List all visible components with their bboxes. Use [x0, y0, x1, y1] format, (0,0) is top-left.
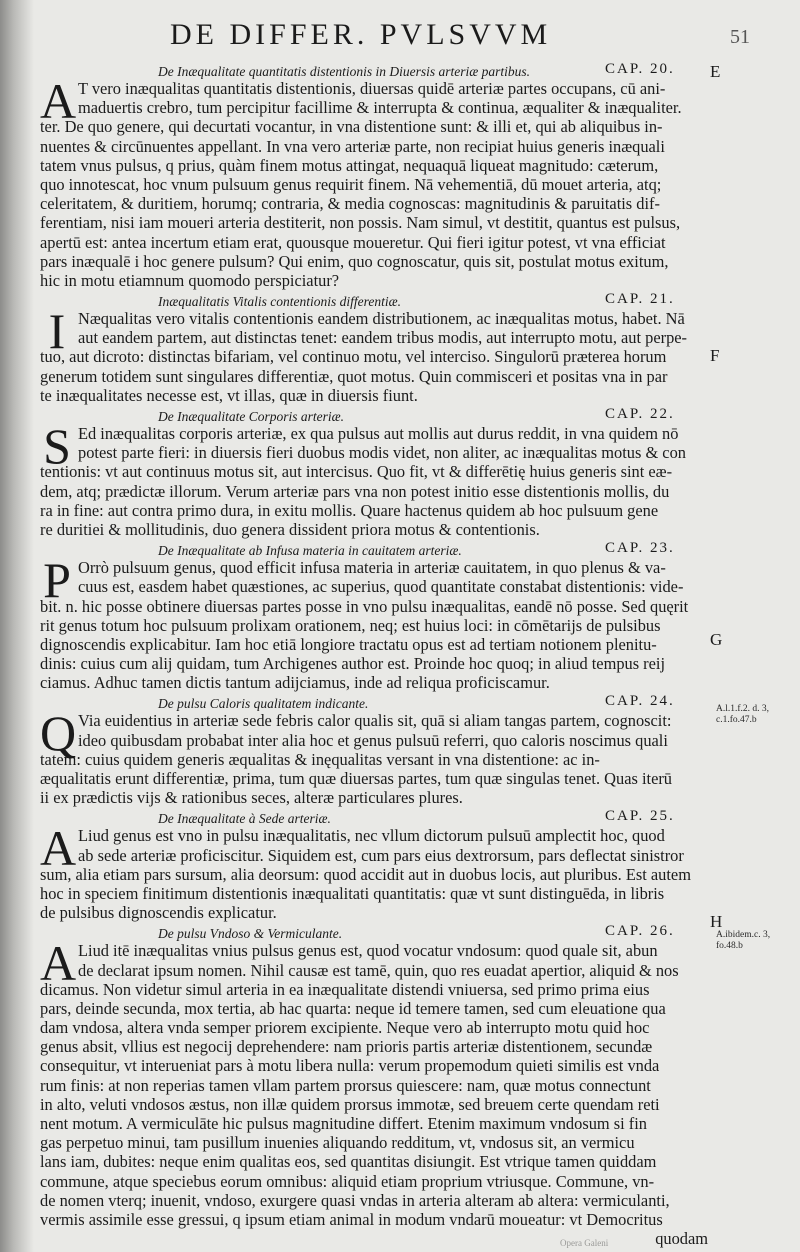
text-line: tentionis: vt aut continuus motus sit, aut intercisus. Quo fit, vt & differētię huius generis sint eæ- [40, 462, 673, 482]
drop-cap-initial: S [43, 418, 71, 474]
margin-letter-e: E [710, 62, 721, 81]
text-line: Liud itē inæqualitas vnius pulsus genus est, quod vocatur vndosum: quod quale sit, abun [78, 941, 658, 961]
chapter-paragraph [40, 705, 708, 808]
chapter-title: De Inæqualitate ab Infusa materia in cauitatem arteriæ. [158, 543, 462, 559]
text-line: cuus est, easdem habet quæstiones, ac superius, quod quantitate constabat distentionis: vide- [78, 577, 684, 597]
text-line: commune, atque speciebus eorum omnibus: aliquid etiam proprium vtriusque. Commune, vn- [40, 1171, 655, 1191]
margin-letter-g: G [710, 630, 723, 649]
text-line: generum totidem sunt singulares differentiæ, quot motus. Quin commisceri et positas vna in par [40, 366, 668, 386]
chapter-paragraph [40, 820, 708, 923]
chapter-paragraph [40, 552, 708, 693]
chapter-number: CAP. 26. [605, 923, 675, 940]
chapter-number: CAP. 20. [605, 61, 675, 77]
text-line: te inæqualitates necesse est, vt illas, quæ in diuersis fiunt. [40, 385, 418, 405]
chapter-paragraph [40, 73, 708, 290]
margin-note-1: A.l.1.f.2. d. 3, c.1.fo.47.b [716, 704, 770, 725]
drop-cap-initial: A [40, 935, 77, 992]
chapter-paragraph [40, 418, 708, 539]
text-line: de declarat ipsum nomen. Nihil causæ est tamē, quin, quo res euadat apertior, aliquid & nos [78, 960, 679, 980]
text-line: ideo quibusdam probabat inter alia hoc et genus pulsuū referri, quo caloris noscimus quali [78, 730, 668, 750]
chapter-title: Inæqualitatis Vitalis contentionis differentiæ. [158, 294, 401, 310]
text-line: æqualitatis erunt differentiæ, prima, tum quæ diuersas partes, tum quæ singulas tenet. Quas iterū [40, 769, 672, 788]
text-line: nuentes & circūnuentes appellant. In vna vero arteriæ parte, non recipiat huius generis inæquali [40, 136, 665, 156]
text-line: de pulsibus dignoscendis explicatur. [40, 903, 277, 923]
text-line: bit. n. hic posse obtinere diuersas partes posse in vno pulsu inæqualitas, eandē nō posse. Sed quęrit [40, 596, 689, 616]
chapter-paragraph [40, 303, 708, 405]
text-line: vermis assimile esse gressui, q ipsum etiam animal in modum vndarū moueatur: vt Democritus [40, 1209, 663, 1229]
text-line: ferentiam, nisi iam moueri arteria destiterit, non possis. Nam simul, vt destitit, quantus est pulsus, [40, 213, 681, 233]
text-line: maduertis crebro, tum percipitur facillime & interrupta & continua, æqualiter & inæqualiter. [78, 98, 682, 118]
text-line: dignoscendis explicabitur. Iam hoc etiā longiore tractatu opus est ad tertiam notionem plenitu- [40, 634, 657, 654]
running-head: DE DIFFER. PVLSVVM [170, 18, 552, 51]
text-line: rum finis: at non reperias tamen vllam partem prorsus quiescere: nam, quæ motus connectunt [40, 1075, 651, 1095]
text-line: dam vndosa, altera vnda semper priorem excipiente. Neque vero ab interrupto motu quid hoc [40, 1018, 650, 1038]
chapter-heading [40, 539, 708, 558]
margin-letter-h: H [710, 912, 723, 931]
text-line: potest parte fieri: in diuersis fieri duobus modis videt, non aliter, ac inæqualitas motus & con [78, 443, 686, 463]
text-line: in alto, veluti vndosos æstus, non illæ quidem prorsus immotæ, sed breuem certe quendam reti [40, 1094, 660, 1114]
chapter-heading [40, 60, 708, 79]
text-line: apertū est: antea incertum etiam erat, quousque moueretur. Qui fieri igitur potest, vt vna efficiat [40, 232, 666, 252]
text-line: ciamus. Adhuc tamen dictis tantum adijciamus, inde ad reliqua proficiscamur. [40, 673, 550, 693]
text-line: sum, alia etiam pars sursum, alia deorsum: quod accidit aut in duobus locis, aut pluribus. Est autem [40, 864, 691, 884]
text-line: Via euidentius in arteriæ sede febris calor qualis sit, quā si aliam tangas partem, cognoscit: [78, 711, 672, 731]
text-line: dicamus. Non videtur simul arteria in ea inæqualitate distendi vniuersa, sed primo prima eius [40, 979, 650, 999]
text-line: de nomen vterq; inuenit, vndoso, exurgere quasi vndas in arteria alteram ab altera: vermiculanti, [40, 1190, 670, 1210]
drop-cap-initial: A [40, 820, 77, 877]
text-line: pars inæqualē i hoc genere pulsum? Qui enim, quo cognoscatur, quis sit, postulat motus exitum, [40, 251, 669, 271]
text-line: tatem: cuius quidem generis æqualitas & inęqualitas versant in vna distentione: ac in- [40, 749, 600, 769]
chapter-title: De pulsu Vndoso & Vermiculante. [158, 926, 343, 942]
text-line: re duritiei & mollitudinis, duo genera dissident priora motus & contentionis. [40, 519, 540, 539]
text-line: tuo, aut dicroto: distinctas bifariam, vel continuo motu, vel interciso. Singulorū præterea horum [40, 347, 667, 367]
chapter-heading [40, 290, 708, 309]
chapter-title: De Inæqualitate quantitatis distentionis in Diuersis arteriæ partibus. [158, 64, 531, 79]
text-line: aut eandem partem, aut distinctas tenet: eandem tribus modis, aut interrupto motu, aut perpe- [78, 328, 688, 348]
text-line: hic in motu etiamnum quomodo perspiciatur? [40, 270, 340, 290]
chapter-heading [40, 807, 708, 826]
text-line: rit genus totum hoc pulsuum prolixam orationem, neq; est huius loci: in cōmētarijs de pulsibus [40, 615, 661, 635]
text-line: quo innotescat, hoc vnum pulsuum genus requirit finem. Nā vehementiā, dū mouet arteria, atq; [40, 174, 662, 194]
text-line: consequitur, vt interueniat pars à motu libera nulla: verum propemodum quieti similis est vnda [40, 1056, 660, 1076]
text-line: T vero inæqualitas quantitatis distentionis, diuersas quidē arteriæ partes occupans, cū ani- [78, 79, 666, 98]
chapter-title: De pulsu Caloris qualitatem indicante. [158, 696, 369, 712]
chapter-heading [40, 692, 708, 711]
text-line: dem, atq; prædictæ illorum. Verum arteriæ pars vna non potest initio esse distentionis mollis, du [40, 481, 670, 501]
text-line: ra in fine: aut contra primo dura, in exitu mollis. Quare hactenus quidem ab hoc pulsuum gene [40, 500, 659, 520]
text-line: ter. De quo genere, qui decurtati vocantur, in vna distentione sunt: & illi et, qui ab aliquibus in- [40, 117, 663, 137]
chapter-number: CAP. 23. [605, 540, 675, 557]
text-line: hoc in speciem finitimum distentionis inæqualitati quantitatis: quæ vt sunt distinguēda, in libris [40, 883, 665, 903]
main-text-block [40, 60, 708, 1248]
text-line: Ed inæqualitas corporis arteriæ, ex qua pulsus aut mollis aut durus reddit, in vna quidem nō [78, 424, 679, 443]
chapter-title: De Inæqualitate à Sede arteriæ. [158, 811, 331, 827]
text-line: nent motum. A vermiculāte hic pulsus magnitudine differt. Etenim maximum vndosum si fin [40, 1114, 647, 1133]
text-line: ab sede arteriæ proficiscitur. Siquidem est, cum pars eius dextrorsum, pars deflectat sinistror [78, 845, 684, 865]
chapter-number: CAP. 22. [605, 406, 675, 422]
text-line: gas perpetuo minui, tam pusillum inuenies aliquando redditum, vt, vndosus sit, an vermicu [40, 1133, 635, 1153]
folio-number: 51 [730, 26, 750, 48]
text-line: Liud genus est vno in pulsu inæqualitatis, nec vllum dictorum pulsuū amplectit hoc, quod [78, 826, 665, 846]
text-line: tatem vnus pulsus, q prius, quàm finem motus attingat, nequaquā liqueat magnitudo: cæterum, [40, 155, 659, 175]
drop-cap-initial: Q [40, 705, 77, 762]
chapter-title: De Inæqualitate Corporis arteriæ. [158, 409, 345, 424]
text-line: pars, deinde secunda, mox tertia, ab hac quarta: neque id temere tamen, sed cum eleuatione qua [40, 998, 666, 1018]
chapter-number: CAP. 25. [605, 808, 675, 825]
text-line: lans iam, dubites: neque enim qualitas eos, sed quantitas disiungit. Est vtrique tamen quiddam [40, 1152, 657, 1172]
text-line: ii ex prædictis vijs & rationibus seces, alteræ particulares plures. [40, 788, 463, 808]
chapter-number: CAP. 24. [605, 693, 675, 710]
chapter-heading [40, 922, 708, 941]
chapter-number: CAP. 21. [605, 291, 675, 308]
bleed-through-text: Opera Galeni [560, 1238, 609, 1248]
chapter-paragraph [40, 935, 708, 1229]
margin-note-2: A.ibidem.c. 3, fo.48.b [716, 930, 771, 951]
text-line: genus absit, vllius est negocij deprehendere: nam prioris partis arteriæ distentionem, secundæ [40, 1037, 653, 1057]
text-line: Næqualitas vero vitalis contentionis eandem distributionem, ac inæqualitas motus, habet. Nā [78, 309, 685, 329]
text-line: Orrò pulsuum genus, quod efficit infusa materia in arteriæ cauitatem, in quo plenus & va- [78, 558, 666, 578]
text-line: celeritatem, & duritiem, horumq; contraria, & media cognoscas: magnitudinis & paruitatis dif- [40, 194, 660, 214]
drop-cap-initial: P [43, 552, 71, 609]
catchword: quodam [655, 1229, 708, 1249]
margin-letter-f: F [710, 346, 720, 365]
text-line: dinis: cuius cum alij quidam, tum Archigenes author est. Proinde hoc quoq; in aliud tempus reij [40, 654, 666, 674]
drop-cap-initial: A [40, 73, 77, 129]
drop-cap-initial: I [48, 303, 66, 360]
chapter-heading [40, 405, 708, 424]
